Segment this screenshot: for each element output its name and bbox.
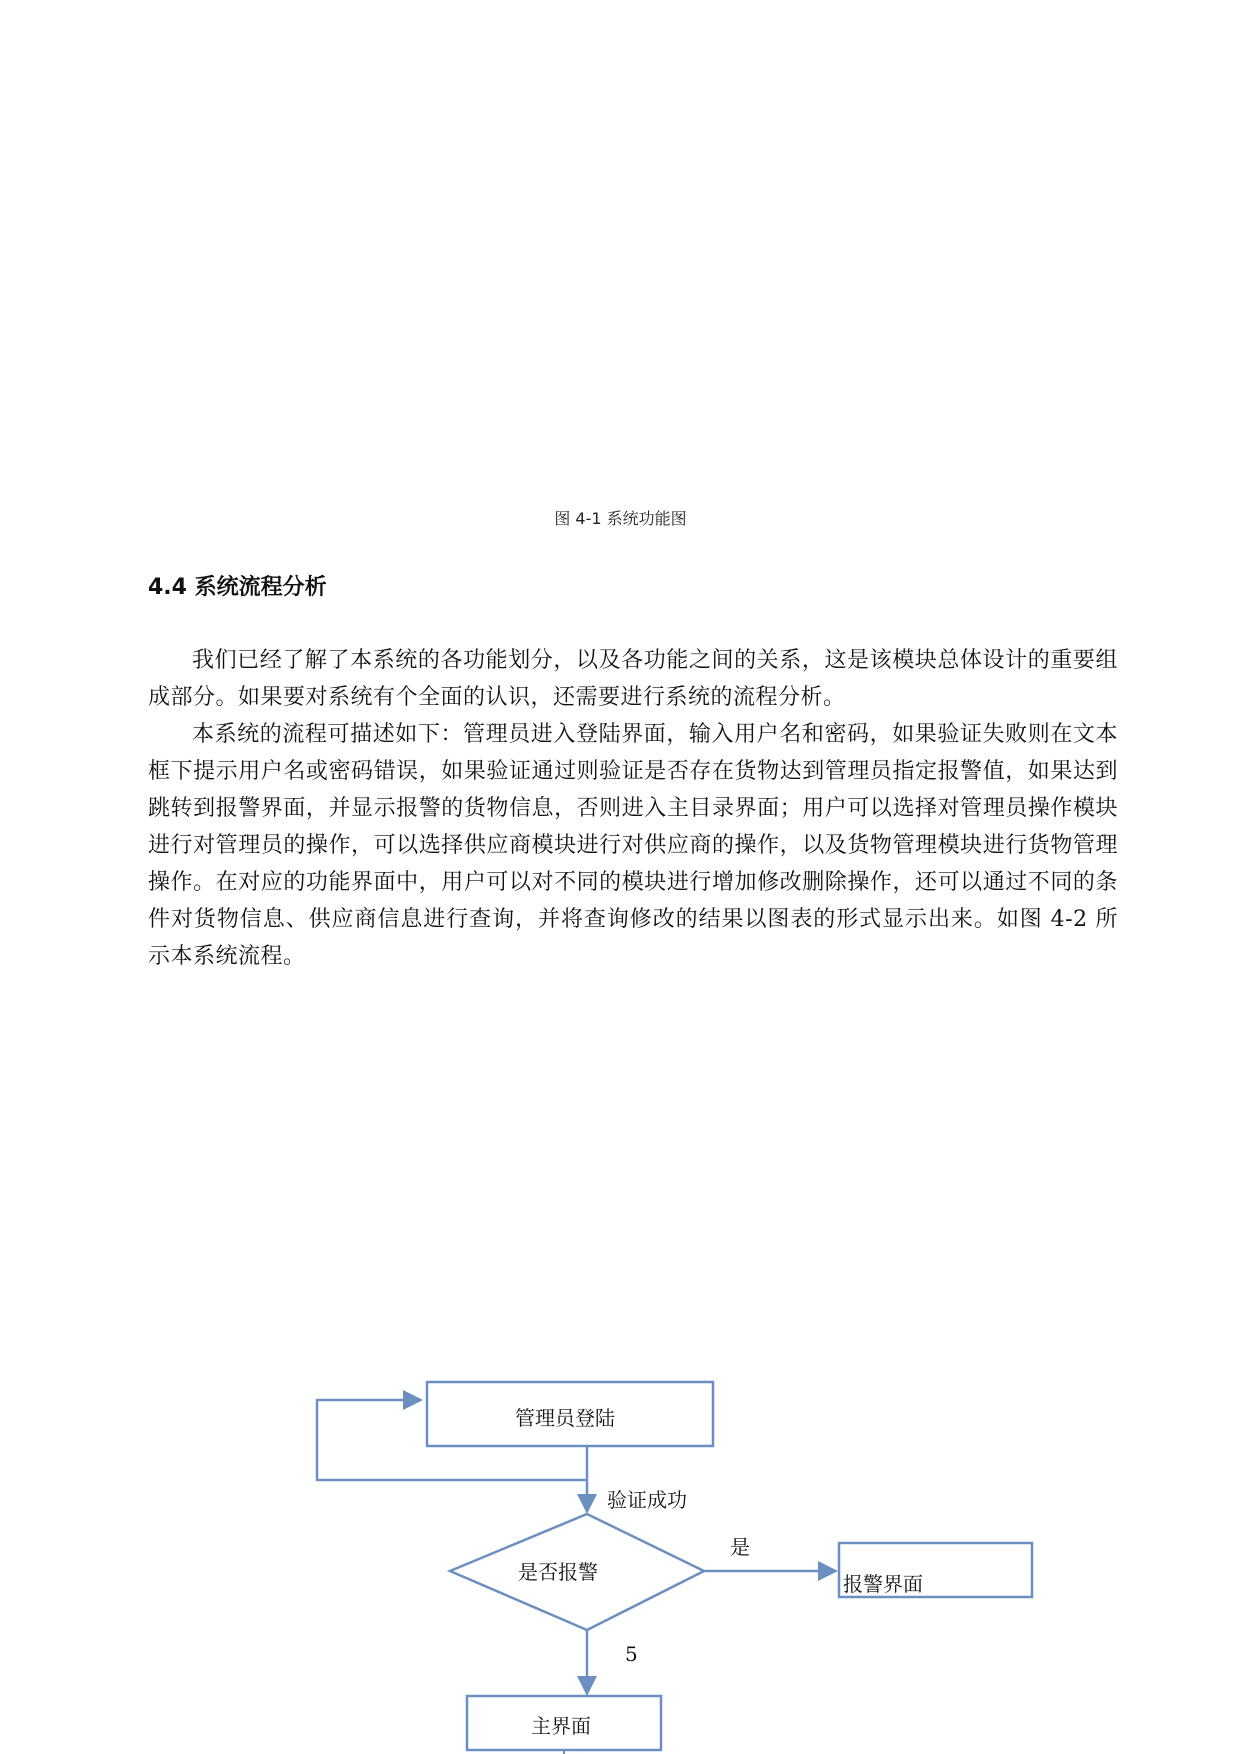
flowchart-diagram (300, 1370, 1040, 1754)
decision-node-label: 是否报警 (518, 1560, 598, 1584)
yes-label: 是 (730, 1535, 750, 1559)
paragraph-2: 本系统的流程可描述如下：管理员进入登陆界面，输入用户名和密码，如果验证失败则在文本框下提示用户名或密码错误，如果验证通过则验证是否存在货物达到管理员指定报警值，如果达到跳转到报警界面，并显示报警的货物信息，否则进入主目录界面；用户可以选择对管理员操作模块进行对管理员的操作，可以选择供应商模块进行对供应商的操作，以及货物管理模块进行货物管理操作。在对应的功能界面中，用户可以对不同的模块进行增加修改删除操作，还可以通过不同的条件对货物信息、供应商信息进行查询，并将查询修改的结果以图表的形式显示出来。如图 4-2 所示本系统流程。 (148, 722, 1118, 969)
alarm-node-label: 报警界面 (843, 1572, 923, 1596)
verify-success-label: 验证成功 (607, 1488, 687, 1512)
page-number: 5 (625, 1642, 638, 1666)
main-node-label: 主界面 (531, 1714, 591, 1738)
section-heading: 4.4 系统流程分析 (148, 575, 327, 600)
figure-caption: 图 4-1 系统功能图 (554, 509, 687, 528)
section-body (148, 642, 1118, 975)
flowchart (300, 1370, 1040, 1754)
paragraph-1: 我们已经了解了本系统的各功能划分，以及各功能之间的关系，这是该模块总体设计的重要组成部分。如果要对系统有个全面的认识，还需要进行系统的流程分析。 (148, 648, 1118, 710)
login-node-label: 管理员登陆 (515, 1406, 615, 1430)
